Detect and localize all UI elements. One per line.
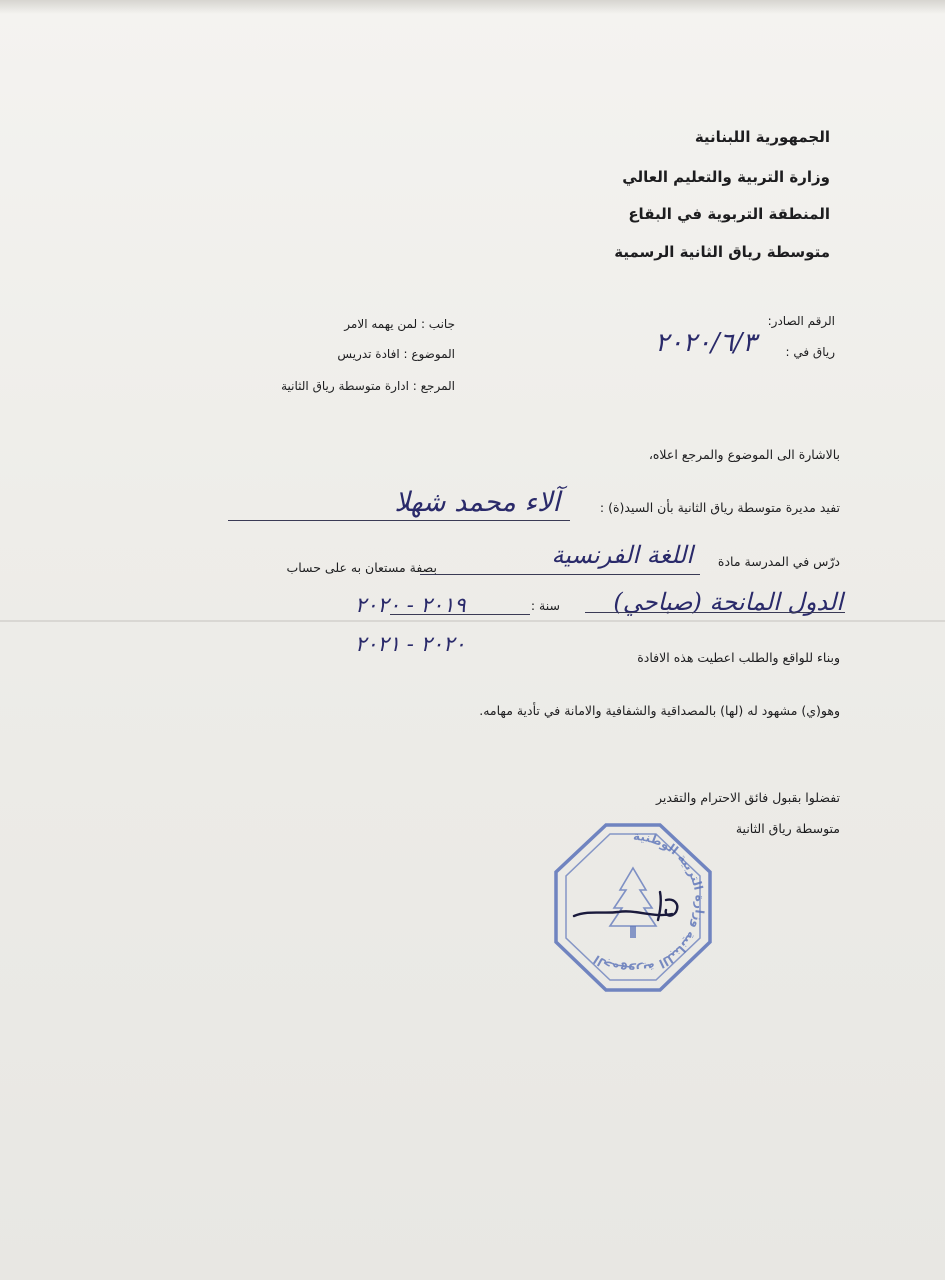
funding-underline	[585, 612, 845, 613]
intro-text: بالاشارة الى الموضوع والمرجع اعلاه،	[648, 447, 840, 462]
header-region: المنطقة التربوية في البقاع	[628, 205, 830, 223]
paper-fold-middle	[0, 620, 945, 622]
certifies-label: تفيد مديرة متوسطة رياق الثانية بأن السيد(ة) :	[599, 500, 840, 515]
subject-underline	[420, 574, 700, 575]
name-underline	[228, 520, 570, 521]
year-1-handwritten: ٢٠١٩ - ٢٠٢٠	[355, 593, 466, 617]
conclusion-text: وبناء للواقع والطلب اعطيت هذه الافادة	[637, 650, 840, 665]
ref-number-label: الرقم الصادر:	[767, 314, 835, 328]
stamp-ring-text: الجمهورية اللبنانية وزارة التربية الوطنية	[590, 828, 708, 978]
year-label: سنة :	[530, 598, 560, 613]
reference-label: المرجع : ادارة متوسطة رياق الثانية	[281, 379, 455, 393]
subject-label: الموضوع : افادة تدريس	[337, 347, 455, 361]
paper-fold-top	[0, 0, 945, 14]
testimony-text: وهو(ي) مشهود له (لها) بالمصداقية والشفافية والامانة في تأدية مهامه.	[479, 703, 840, 718]
recipient-label: جانب : لمن يهمه الامر	[344, 317, 455, 331]
signatory-text: متوسطة رياق الثانية	[735, 821, 840, 836]
teacher-name-handwritten: آلاء محمد شهلا	[394, 487, 560, 518]
closing-text: تفضلوا بقبول فائق الاحترام والتقدير	[656, 790, 840, 805]
date-label: رياق في :	[785, 345, 835, 359]
year-2-handwritten: ٢٠٢٠ - ٢٠٢١	[355, 632, 466, 656]
header-republic: الجمهورية اللبنانية	[694, 128, 830, 146]
subject-handwritten: اللغة الفرنسية	[551, 541, 693, 569]
header-school: متوسطة رياق الثانية الرسمية	[614, 243, 830, 261]
date-handwritten: ٢٠٢٠/٦/٣	[655, 328, 757, 358]
header-ministry: وزارة التربية والتعليم العالي	[622, 168, 830, 186]
taught-label: درّس في المدرسة مادة	[717, 554, 840, 569]
year-underline	[390, 614, 530, 615]
official-stamp	[548, 820, 718, 995]
funding-source-handwritten: الدول المانحة (صباحي)	[613, 588, 843, 616]
funded-by-label: بصفة مستعان به على حساب	[286, 560, 437, 575]
